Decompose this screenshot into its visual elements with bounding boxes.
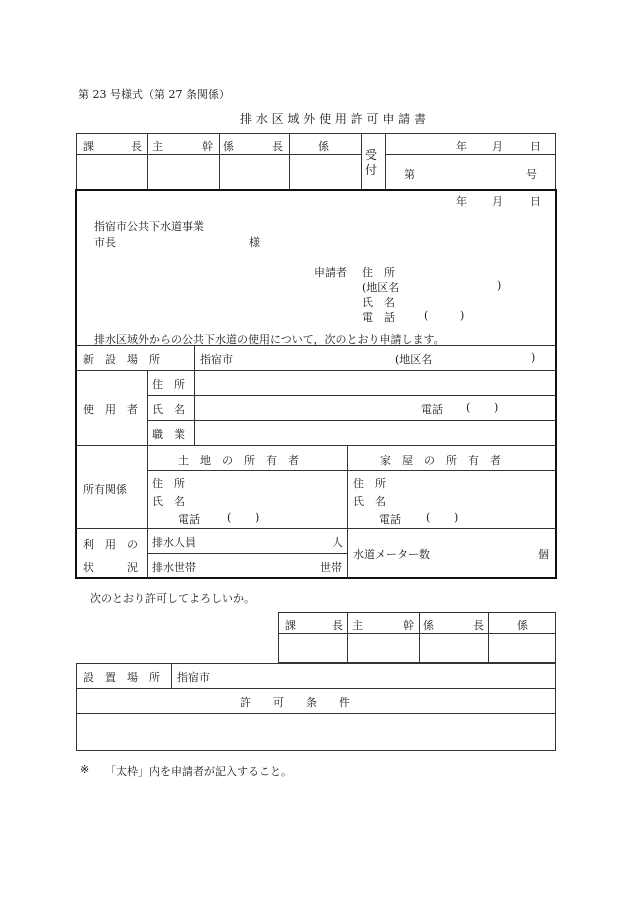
- approval-bottom-kakaricho: 長: [473, 619, 484, 632]
- usage-label-2: 状 況: [83, 561, 138, 574]
- application-statement: 排水区域外からの公共下水道の使用について，次のとおり申請します。: [94, 333, 445, 346]
- applicant-district-close: ): [497, 279, 502, 292]
- approval-bottom-kakari: 係: [423, 619, 434, 632]
- land-owner-phone-open: (: [227, 511, 232, 524]
- form-number: 第 23 号様式（第 27 条関係）: [78, 88, 230, 101]
- approval-bottom-ka: 課: [285, 619, 296, 632]
- approval-top-ka: 課: [83, 140, 94, 153]
- application-year: 年: [456, 195, 467, 208]
- land-owner-address: 住 所: [152, 477, 185, 490]
- house-owner-phone-close: ): [454, 511, 459, 524]
- receipt-year: 年: [456, 140, 467, 153]
- footnote-text: 「太枠」内を申請者が記入すること。: [105, 765, 292, 778]
- applicant-name-label: 氏 名: [362, 296, 395, 309]
- land-owner-phone-close: ): [255, 511, 260, 524]
- new-site-city: 指宿市: [200, 353, 233, 366]
- approval-bottom-kan: 幹: [403, 619, 414, 632]
- new-site-label: 新 設 場 所: [83, 353, 160, 366]
- approval-bottom-shu: 主: [352, 619, 363, 632]
- receipt-month: 月: [492, 140, 503, 153]
- approval-top-kakari: 係: [223, 140, 234, 153]
- new-site-district: (地区名: [395, 353, 433, 366]
- drain-persons-label: 排水人員: [152, 536, 196, 549]
- permit-conditions-label: 許 可 条 件: [240, 696, 350, 709]
- approval-bottom-kakari2: 係: [517, 619, 528, 632]
- addressee-line1: 指宿市公共下水道事業: [94, 220, 204, 233]
- install-location-label: 設 置 場 所: [83, 671, 160, 684]
- user-address-label: 住 所: [152, 378, 185, 391]
- house-owner-phone-open: (: [426, 511, 431, 524]
- approval-top-kan: 幹: [202, 140, 213, 153]
- water-meter-unit: 個: [538, 548, 549, 561]
- approval-table-bottom: [278, 612, 556, 663]
- approval-top-kakaricho: 長: [272, 140, 283, 153]
- form-title: 排 水 区 域 外 使 用 許 可 申 請 書: [240, 112, 426, 126]
- approval-table-top: [76, 133, 556, 190]
- receipt-number-prefix: 第: [404, 168, 415, 181]
- drain-households-unit: 世帯: [320, 561, 342, 574]
- addressee-honorific: 様: [249, 236, 260, 249]
- land-owner-header: 土 地 の 所 有 者: [178, 454, 299, 467]
- approval-top-kakari2: 係: [318, 140, 329, 153]
- user-phone-open: (: [466, 401, 471, 414]
- ownership-label: 所有関係: [83, 483, 127, 496]
- user-phone-close: ): [494, 401, 499, 414]
- application-day: 日: [530, 195, 541, 208]
- house-owner-header: 家 屋 の 所 有 者: [380, 454, 501, 467]
- user-label: 使 用 者: [83, 403, 138, 416]
- approval-note: 次のとおり許可してよろしいか。: [90, 592, 255, 605]
- addressee-line2: 市長: [94, 236, 116, 249]
- drain-households-label: 排水世帯: [152, 561, 196, 574]
- drain-persons-unit: 人: [332, 536, 343, 549]
- user-name-label: 氏 名: [152, 403, 185, 416]
- applicant-district-label: (地区名: [362, 281, 400, 294]
- applicant-label: 申請者: [314, 266, 347, 279]
- user-phone-label: 電話: [421, 403, 443, 416]
- application-month: 月: [492, 195, 503, 208]
- applicant-phone-close: ): [460, 309, 465, 322]
- user-occupation-label: 職 業: [152, 428, 185, 441]
- usage-label-1: 利 用 の: [83, 538, 138, 551]
- land-owner-name: 氏 名: [152, 495, 185, 508]
- applicant-phone-open: (: [424, 309, 429, 322]
- receipt-label-2: 付: [365, 163, 378, 177]
- applicant-phone-label: 電 話: [362, 311, 395, 324]
- applicant-address-label: 住 所: [362, 266, 395, 279]
- receipt-number-suffix: 号: [526, 168, 537, 181]
- approval-bottom-cho: 長: [332, 619, 343, 632]
- house-owner-phone: 電話: [379, 513, 401, 526]
- install-location-city: 指宿市: [177, 671, 210, 684]
- new-site-district-close: ): [531, 351, 536, 364]
- house-owner-name: 氏 名: [353, 495, 386, 508]
- water-meter-label: 水道メーター数: [353, 548, 430, 561]
- land-owner-phone: 電話: [178, 513, 200, 526]
- footnote-mark: ※: [80, 763, 90, 776]
- receipt-day: 日: [530, 140, 541, 153]
- house-owner-address: 住 所: [353, 477, 386, 490]
- receipt-label-1: 受: [365, 148, 378, 162]
- approval-top-cho: 長: [131, 140, 142, 153]
- approval-top-shu: 主: [152, 140, 163, 153]
